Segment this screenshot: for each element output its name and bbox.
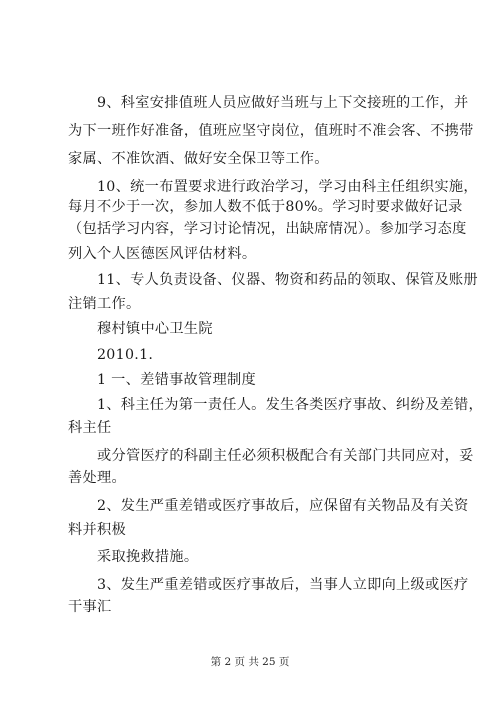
text-line: 11、专人负责设备、仪器、物资和药品的领取、保管及账册 bbox=[68, 272, 478, 288]
text-line: 1、科主任为第一责任人。发生各类医疗事故、纠纷及差错， bbox=[68, 397, 483, 413]
text-line: 家属、不准饮酒、做好安全保卫等工作。 bbox=[68, 151, 329, 167]
text-line: 3、发生严重差错或医疗事故后，当事人立即向上级或医疗 bbox=[68, 577, 469, 593]
text-line: 注销工作。 bbox=[68, 296, 141, 312]
text-line: 科主任 bbox=[68, 420, 112, 436]
text-line: 为下一班作好准备，值班应坚守岗位，值班时不准会客、不携带 bbox=[68, 123, 474, 139]
page-footer: 第 2 页 共 25 页 bbox=[210, 656, 290, 668]
text-line: 1 一、差错事故管理制度 bbox=[68, 372, 256, 388]
text-line: 或分管医疗的科副主任必须积极配合有关部门共同应对，妥 bbox=[68, 448, 474, 464]
text-line: 10、统一布置要求进行政治学习，学习由科主任组织实施， bbox=[68, 179, 478, 195]
text-line: 干事汇 bbox=[68, 599, 112, 615]
text-line: 2、发生严重差错或医疗事故后，应保留有关物品及有关资 bbox=[68, 498, 469, 514]
text-line: 9、科室安排值班人员应做好当班与上下交接班的工作，并 bbox=[68, 95, 469, 111]
text-line: 2010.1. bbox=[68, 347, 154, 363]
text-line: （包括学习内容，学习讨论情况，出缺席情况）。参加学习态度 bbox=[68, 221, 467, 237]
text-line: 穆村镇中心卫生院 bbox=[68, 321, 213, 337]
text-line: 善处理。 bbox=[68, 470, 126, 486]
text-line: 每月不少于一次，参加人数不低于80%。学习时要求做好记录 bbox=[68, 199, 463, 215]
text-line: 采取挽救措施。 bbox=[68, 549, 199, 565]
text-line: 列入个人医德医风评估材料。 bbox=[68, 246, 257, 262]
text-line: 料并积极 bbox=[68, 522, 126, 538]
